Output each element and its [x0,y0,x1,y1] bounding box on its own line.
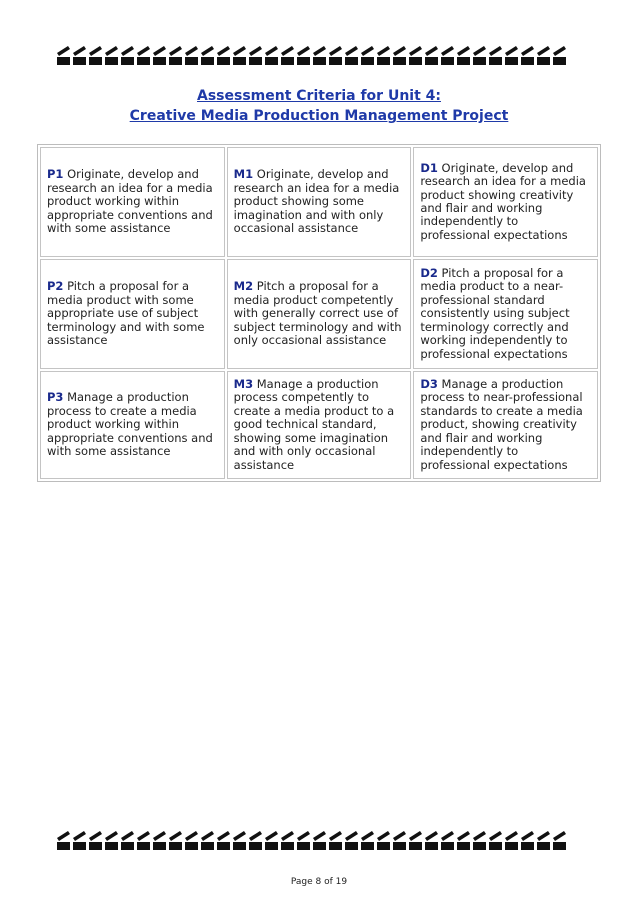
clapperboard-icon [201,44,214,66]
clapperboard-icon [185,44,198,66]
clapperboard-icon [105,829,118,851]
criteria-text: Pitch a proposal for a media product to a near-professional standard consistently using subject terminology correctly and working independently to professional expectations [420,266,570,361]
clapperboard-icon [329,829,342,851]
clapperboard-icon [441,44,454,66]
clapperboard-icon [233,44,246,66]
clapperboard-icon [57,44,70,66]
criteria-code: P1 [47,167,64,182]
clapperboard-icon [217,829,230,851]
page-number: Page 8 of 19 [290,877,348,887]
criteria-cell-merit [227,371,412,479]
clapperboard-icon [73,829,86,851]
criteria-cell-pass [40,259,225,369]
clapperboard-icon [329,44,342,66]
clapperboard-icon [505,829,518,851]
clapperboard-icon [137,829,150,851]
clapperboard-icon [537,44,550,66]
clapperboard-icon [153,829,166,851]
clapperboard-icon [249,44,262,66]
clapperboard-icon [281,829,294,851]
criteria-code: P2 [47,279,64,294]
criteria-text: Pitch a proposal for a media product competently with generally correct use of subject terminology and with only occasional assistance [233,279,402,348]
criteria-text: Manage a production process to near-professional standards to create a media product, showing creativity and flair and working independently to professional expectations [420,377,583,472]
clapperboard-icon [153,44,166,66]
clapperboard-icon [457,44,470,66]
clapperboard-icon [553,44,566,66]
clapperboard-icon [425,44,438,66]
clapperboard-icon [409,829,422,851]
criteria-text: Originate, develop and research an idea for a media product working within appropriate conventions and with some assistance [47,167,213,236]
clapperboard-icon [377,44,390,66]
page-title-line-1: Assessment Criteria for Unit 4: [197,88,441,104]
clapperboard-icon [489,44,502,66]
criteria-row [40,371,598,479]
criteria-cell-pass [40,147,225,257]
clapperboard-icon [345,44,358,66]
clapperboard-icon [393,44,406,66]
criteria-cell-distinction [413,259,598,369]
criteria-cell-distinction [413,371,598,479]
page-title-line-2: Creative Media Production Management Project [129,108,509,124]
clapperboard-icon [313,44,326,66]
criteria-code: D3 [420,377,438,392]
criteria-cell-merit [227,259,412,369]
clapperboard-icon [121,44,134,66]
clapperboard-icon [137,44,150,66]
clapperboard-icon [521,829,534,851]
clapperboard-icon [281,44,294,66]
clapperboard-icon [553,829,566,851]
criteria-cell-distinction [413,147,598,257]
clapperboard-icon [473,829,486,851]
criteria-row [40,147,598,257]
clapperboard-icon [297,44,310,66]
clapperboard-icon [425,829,438,851]
clapperboard-icon [489,829,502,851]
clapperboard-icon [521,44,534,66]
clapperboard-icon [345,829,358,851]
criteria-code: P3 [47,390,64,405]
clapperboard-icon [537,829,550,851]
clapperboard-icon [265,829,278,851]
clapperboard-icon [249,829,262,851]
criteria-text: Manage a production process competently to create a media product to a good technical standard, showing some imagination and with only occasional assistance [233,377,395,472]
clapperboard-icon [377,829,390,851]
criteria-code: M3 [233,377,254,392]
criteria-code: M2 [233,279,254,294]
clapperboard-icon [393,829,406,851]
criteria-cell-pass [40,371,225,479]
criteria-code: M1 [233,167,254,182]
clapperboard-icon [105,44,118,66]
clapperboard-icon [89,829,102,851]
assessment-criteria-table [37,144,601,482]
clapperboard-icon [217,44,230,66]
clapperboard-icon [73,44,86,66]
criteria-row [40,259,598,369]
clapperboard-icon [201,829,214,851]
criteria-text: Originate, develop and research an idea for a media product showing some imagination and with only occasional assistance [233,167,400,236]
criteria-text: Manage a production process to create a media product working within appropriate conventions and with some assistance [47,390,213,459]
clapperboard-icon [121,829,134,851]
clapperboard-icon [297,829,310,851]
criteria-text: Pitch a proposal for a media product with some appropriate use of subject terminology and with some assistance [47,279,205,348]
clapperboard-icon [505,44,518,66]
clapperboard-border-bottom [57,829,585,851]
clapperboard-icon [169,44,182,66]
clapperboard-icon [441,829,454,851]
clapperboard-icon [457,829,470,851]
criteria-cell-merit [227,147,412,257]
clapperboard-icon [57,829,70,851]
clapperboard-icon [233,829,246,851]
clapperboard-icon [473,44,486,66]
clapperboard-icon [185,829,198,851]
clapperboard-icon [409,44,422,66]
criteria-text: Originate, develop and research an idea for a media product showing creativity and flair and working independently to professional expectations [420,160,586,242]
clapperboard-icon [89,44,102,66]
clapperboard-border-top [57,44,585,66]
clapperboard-icon [265,44,278,66]
clapperboard-icon [313,829,326,851]
criteria-code: D1 [420,160,438,175]
clapperboard-icon [361,44,374,66]
clapperboard-icon [169,829,182,851]
clapperboard-icon [361,829,374,851]
criteria-code: D2 [420,266,438,281]
